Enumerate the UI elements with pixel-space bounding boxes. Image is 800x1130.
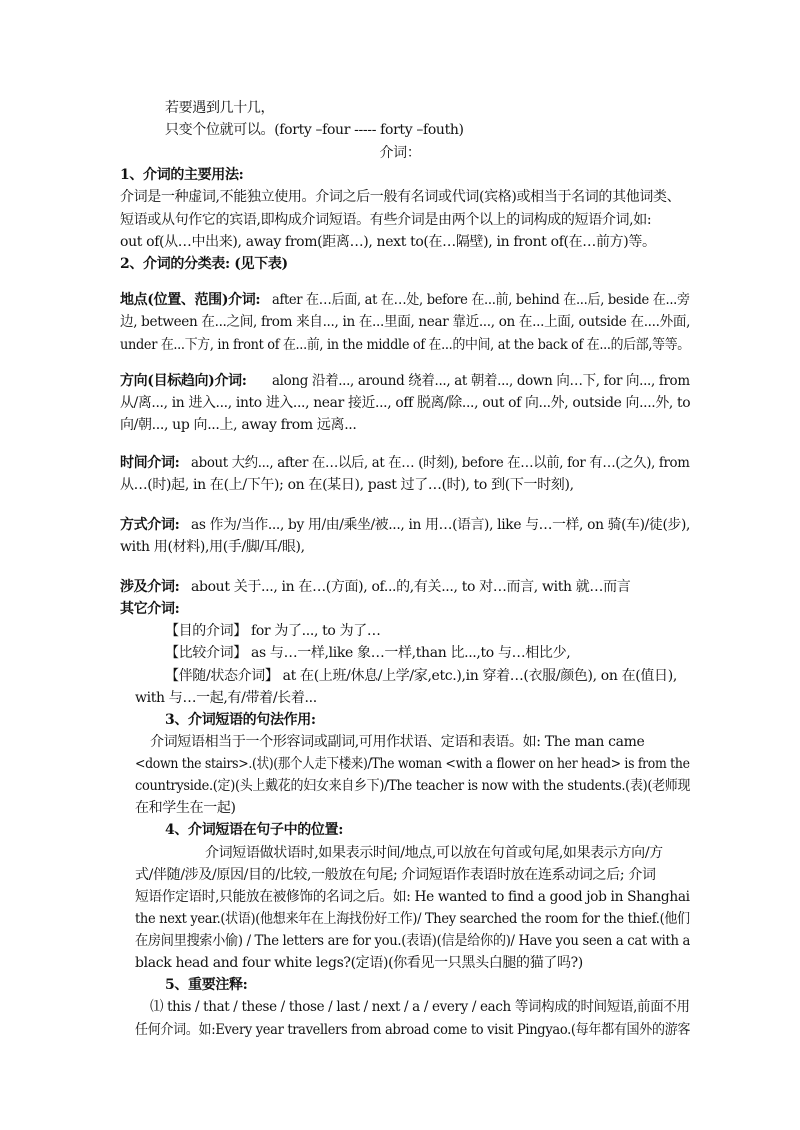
other-prep-heading: 其它介词: [120, 601, 180, 617]
page-title: 介词： [379, 145, 421, 161]
place-prep-label: 地点(位置、范围)介词: [120, 292, 261, 308]
section-1-line-1: 介词是一种虚词,不能独立使用。介词之后一般有名词或代词(宾格)或相当于名词的其他词类、 [120, 189, 681, 205]
section-5-line-1: ⑴ this / that / these / those / last / next / a / every / each 等词构成的时间短语,前面不用 [150, 999, 690, 1015]
time-prep-line-1: about 大约..., after 在…以后, at 在… (时刻), before 在…以前, for 有…(之久), from [191, 455, 690, 471]
section-5-line-2: 任何介词。如:Every year travellers from abroad come to visit Pingyao.(每年都有国外的游客 [135, 1022, 691, 1038]
compare-prep-line: 【比较介词】 as 与…一样,like 象…一样,than 比...,to 与…相比少, [165, 645, 571, 661]
place-prep-line-1: after 在…后面, at 在…处, before 在...前, behind 在...后, beside 在...旁 [272, 292, 690, 308]
concern-prep-line: about 关于..., in 在…(方面), of...的,有关..., to 对…而言, with 就…而言 [191, 579, 631, 595]
section-3-line-4: 在和学生在一起) [135, 800, 236, 816]
section-3-heading: 3、介词短语的句法作用: [165, 712, 316, 728]
direction-prep-line-3: 向/朝..., up 向...上, away from 远离... [120, 417, 357, 433]
purpose-prep-line: 【目的介词】 for 为了..., to 为了… [165, 623, 381, 639]
section-4-line-4: the next year.(状语)(他想来年在上海找份好工作)/ They searched the room for the thief.(他们 [135, 911, 690, 927]
section-4-line-5: 在房间里搜索小偷) / The letters are for you.(表语)(信是给你的)/ Have you seen a cat with a [135, 933, 691, 949]
section-4-heading: 4、介词短语在句子中的位置: [165, 822, 344, 838]
section-4-line-6: black head and four white legs?(定语)(你看见一只黑头白腿的猫了吗?) [135, 955, 583, 971]
intro-line-2: 只变个位就可以。(forty –four ----- forty –fouth) [165, 122, 464, 138]
manner-prep-line-2: with 用(材料),用(手/脚/耳/眼), [120, 539, 305, 555]
direction-prep-label: 方向(目标趋向)介词: [120, 373, 247, 389]
manner-prep-label: 方式介词: [120, 517, 180, 533]
section-3-line-3: countryside.(定)(头上戴花的妇女来自乡下)/The teacher is now with the students.(表)(老师现 [135, 778, 691, 794]
section-3-line-2: <down the stairs>.(状)(那个人走下楼来)/The woman <with a flower on her head> is from the [135, 756, 690, 772]
accompany-prep-line-1: 【伴随/状态介词】 at 在(上班/休息/上学/家,etc.),in 穿着…(衣服/颜色), on 在(值日), [165, 668, 677, 684]
concern-prep-label: 涉及介词: [120, 579, 180, 595]
section-2-heading: 2、介词的分类表: (见下表) [120, 256, 288, 272]
place-prep-line-2: 边, between 在...之间, from 来自..., in 在...里面, near 靠近..., on 在...上面, outside 在....外面, [120, 314, 691, 330]
section-1-line-2: 短语或从句作它的宾语,即构成介词短语。有些介词是由两个以上的词构成的短语介词,如: [120, 212, 652, 228]
intro-line-1: 若要遇到几十几， [165, 100, 275, 116]
section-3-line-1: 介词短语相当于一个形容词或副词,可用作状语、定语和表语。如: The man came [150, 734, 645, 750]
time-prep-line-2: 从…(时)起, in 在(上/下午); on 在(某日), past 过了…(时), to 到(下一时刻), [120, 477, 574, 493]
place-prep-line-3: under 在...下方, in front of 在...前, in the middle of 在...的中间, at the back of 在...的后部,等等。 [120, 337, 690, 353]
direction-prep-line-2: 从/离..., in 进入..., into 进入..., near 接近..., off 脱离/除..., out of 向...外, outside 向....外, to [120, 395, 691, 411]
section-1-heading: 1、介词的主要用法: [120, 167, 244, 183]
section-5-heading: 5、重要注释: [165, 977, 248, 993]
section-4-line-3: 短语作定语时,只能放在被修饰的名词之后。如: He wanted to find a good job in Shanghai [135, 889, 690, 905]
direction-prep-line-1: along 沿着..., around 绕着..., at 朝着..., down 向…下, for 向..., from [272, 373, 690, 389]
section-4-line-1: 介词短语做状语时,如果表示时间/地点,可以放在句首或句尾,如果表示方向/方 [205, 845, 663, 861]
section-1-line-3: out of(从…中出来), away from(距离…), next to(在…隔壁), in front of(在…前方)等。 [120, 234, 656, 250]
time-prep-label: 时间介词: [120, 455, 180, 471]
section-4-line-2: 式/伴随/涉及/原因/目的/比较,一般放在句尾; 介词短语作表语时放在连系动词之后; 介词 [135, 867, 656, 883]
accompany-prep-line-2: with 与…一起,有/带着/长着... [135, 690, 317, 706]
manner-prep-line-1: as 作为/当作..., by 用/由/乘坐/被..., in 用…(语言), like 与…一样, on 骑(车)/徒(步), [191, 517, 691, 533]
